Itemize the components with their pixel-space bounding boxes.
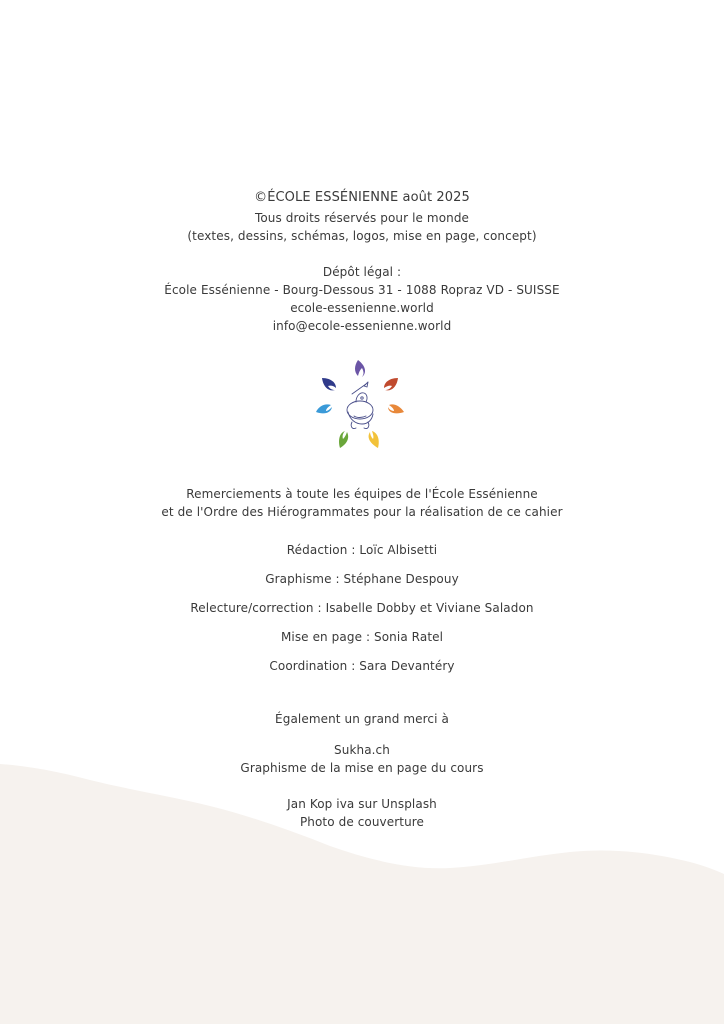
- website-link[interactable]: ecole-essenienne.world: [290, 301, 434, 315]
- credit-redaction: Rédaction : Loïc Albisetti: [286, 543, 438, 557]
- flame-indigo: [322, 378, 336, 390]
- thanks-line-1: Remerciements à toute les équipes de l'École Essénienne: [186, 487, 538, 501]
- legal-address: École Essénienne - Bourg-Dessous 31 - 1088 Ropraz VD - SUISSE: [164, 283, 560, 297]
- also-item-2-name: Jan Kop iva sur Unsplash: [287, 797, 437, 811]
- central-emblem: [347, 382, 373, 429]
- thanks-line-2: et de l'Ordre des Hiérogrammates pour la réalisation de ce cahier: [161, 505, 563, 519]
- essene-flame-circle-logo-icon: [312, 356, 408, 452]
- flame-blue: [316, 404, 332, 413]
- legal-label: Dépôt légal :: [322, 265, 402, 279]
- flame-violet: [355, 360, 365, 377]
- credit-relecture: Relecture/correction : Isabelle Dobby et Viviane Saladon: [190, 601, 534, 615]
- flame-orange: [388, 404, 404, 413]
- also-item-2-desc: Photo de couverture: [299, 815, 425, 829]
- rights-scope: (textes, dessins, schémas, logos, mise en page, concept): [187, 229, 537, 243]
- copyright-title: ©ÉCOLE ESSÉNIENNE août 2025: [254, 190, 470, 205]
- email-link[interactable]: info@ecole-essenienne.world: [272, 319, 452, 333]
- also-heading: Également un grand merci à: [275, 712, 449, 726]
- flame-yellow: [369, 431, 379, 448]
- credit-coordination: Coordination : Sara Devantéry: [269, 659, 455, 673]
- rights-notice: Tous droits réservés pour le monde: [254, 211, 470, 225]
- flame-green: [339, 431, 348, 448]
- also-item-1-desc: Graphisme de la mise en page du cours: [240, 761, 484, 775]
- flame-red: [384, 378, 398, 390]
- credit-mise-en-page: Mise en page : Sonia Ratel: [280, 630, 444, 644]
- also-item-1-name[interactable]: Sukha.ch: [334, 743, 390, 757]
- credit-graphisme: Graphisme : Stéphane Despouy: [265, 572, 459, 586]
